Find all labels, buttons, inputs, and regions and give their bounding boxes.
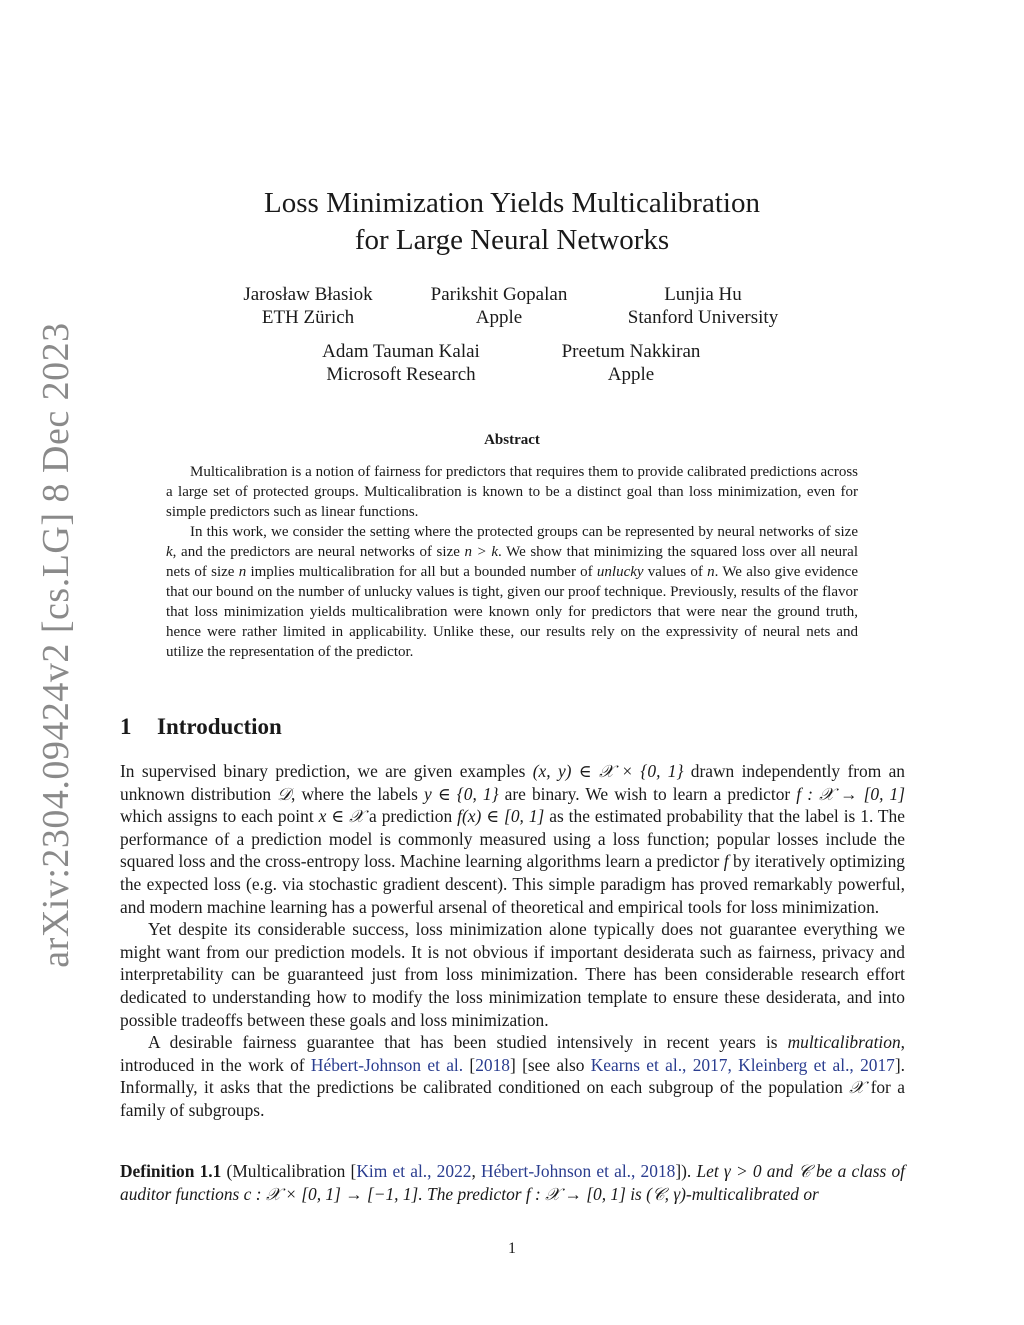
title-line-1: Loss Minimization Yields Multicalibration <box>264 187 760 219</box>
introduction-body <box>120 760 905 1122</box>
definition-1-1: Definition 1.1 (Multicalibration [Kim et al., 2022, Hébert-Johnson et al., 2018]). Let γ > 0 and 𝒞 be a class of auditor functions c : 𝒳 × [0, 1] → [−1, 1]. The predictor f : 𝒳 → [0, 1] is (𝒞, γ)-multicalibrated or <box>120 1161 905 1204</box>
citation-link[interactable]: Hébert-Johnson et al., 2018 <box>481 1161 676 1181</box>
abstract-heading: Abstract <box>484 432 540 448</box>
title-line-2: for Large Neural Networks <box>354 224 670 256</box>
author-blasiok <box>243 283 372 329</box>
section-heading-introduction <box>120 714 282 740</box>
author-affiliation: Stanford University <box>627 307 779 328</box>
abstract-paragraph-1: Multicalibration is a notion of fairness for predictors that requires them to provide calibrated predictions across a large set of protected groups. Multicalibration is known to be a distinct goal than loss minimization, even for simple predictors such as linear functions. <box>166 464 858 520</box>
page-number: 1 <box>508 1240 516 1257</box>
abstract-body <box>166 462 858 662</box>
section-number: 1 <box>120 714 132 739</box>
intro-paragraph-1: In supervised binary prediction, we are given examples (x, y) ∈ 𝒳 × {0, 1} drawn independently from an unknown distribution 𝒟, where the labels y ∈ {0, 1} are binary. We wish to learn a predictor f : 𝒳 → [0, 1] which assigns to each point x ∈ 𝒳 a prediction f(x) ∈ [0, 1] as the estimated probability that the label is 1. The performance of a prediction model is commonly measured using a loss function; popular losses include the squared loss and the cross-entropy loss. Machine learning algorithms learn a predictor f by iteratively optimizing the expected loss (e.g. via stochastic gradient descent). This simple paradigm has proved remarkably powerful, and modern machine learning has a powerful arsenal of theoretical and empirical tools for loss minimization. <box>120 761 906 917</box>
citation-link[interactable]: 2018 <box>475 1054 510 1075</box>
citation-link[interactable]: Hébert-Johnson et al. <box>310 1054 464 1075</box>
definition-label: Definition 1.1 <box>120 1161 222 1181</box>
definition-statement: Let γ > 0 and 𝒞 be a class of auditor functions c : 𝒳 × [0, 1] → [−1, 1]. The predictor f : 𝒳 → [0, 1] is (𝒞, γ)-multicalibrated or <box>120 1161 905 1204</box>
author-name: Parikshit Gopalan <box>430 284 568 305</box>
author-affiliation: ETH Zürich <box>261 307 355 328</box>
author-affiliation: Microsoft Research <box>326 364 476 385</box>
citation-link[interactable]: Kearns et al., 2017, Kleinberg et al., 2017 <box>590 1054 895 1075</box>
author-name: Adam Tauman Kalai <box>322 341 480 362</box>
citation-link[interactable]: Kim et al., 2022 <box>356 1161 472 1181</box>
author-name: Lunjia Hu <box>664 284 742 305</box>
author-name: Preetum Nakkiran <box>561 341 701 362</box>
intro-paragraph-2: Yet despite its considerable success, loss minimization alone typically does not guarantee everything we might want from our prediction models. It is not obvious if important desiderata such as fairness, privacy and interpretability can be guaranteed just from loss minimization. There has been considerable research effort dedicated to understanding how to modify the loss minimization template to ensure these desiderata, and into possible tradeoffs between these goals and loss minimization. <box>120 919 905 1030</box>
author-hu <box>628 283 778 329</box>
abstract-paragraph-2: In this work, we consider the setting where the protected groups can be represented by neural networks of size k, and the predictors are neural networks of size n > k. We show that minimizing the squared loss over all neural nets of size n implies multicalibration for all but a bounded number of unlucky values of n. We also give evidence that our bound on the number of unlucky values is tight, given our proof technique. Previously, results of the flavor that loss minimization yields multicalibration were known only for predictors that were near the ground truth, hence were rather limited in applicability. Unlike these, our results rely on the expressivity of neural nets and utilize the representation of the predictor. <box>166 524 859 660</box>
section-title: Introduction <box>157 714 282 739</box>
author-gopalan <box>431 283 568 329</box>
author-affiliation: Apple <box>475 307 523 328</box>
author-kalai <box>322 340 480 386</box>
author-nakkiran <box>562 340 701 386</box>
intro-paragraph-3: A desirable fairness guarantee that has been studied intensively in recent years is multicalibration, introduced in the work of Hébert-Johnson et al. [2018] [see also Kearns et al., 2017, Kleinberg et al., 2017]. Informally, it asks that the predictions be calibrated conditioned on each subgroup of the population 𝒳 for a family of subgroups. <box>120 1032 906 1120</box>
arxiv-identifier: arXiv:2304.09424v2 [cs.LG] 8 Dec 2023 <box>35 322 77 968</box>
author-name: Jarosław Błasiok <box>243 284 373 305</box>
author-affiliation: Apple <box>607 364 655 385</box>
paper-title <box>0 185 1024 259</box>
